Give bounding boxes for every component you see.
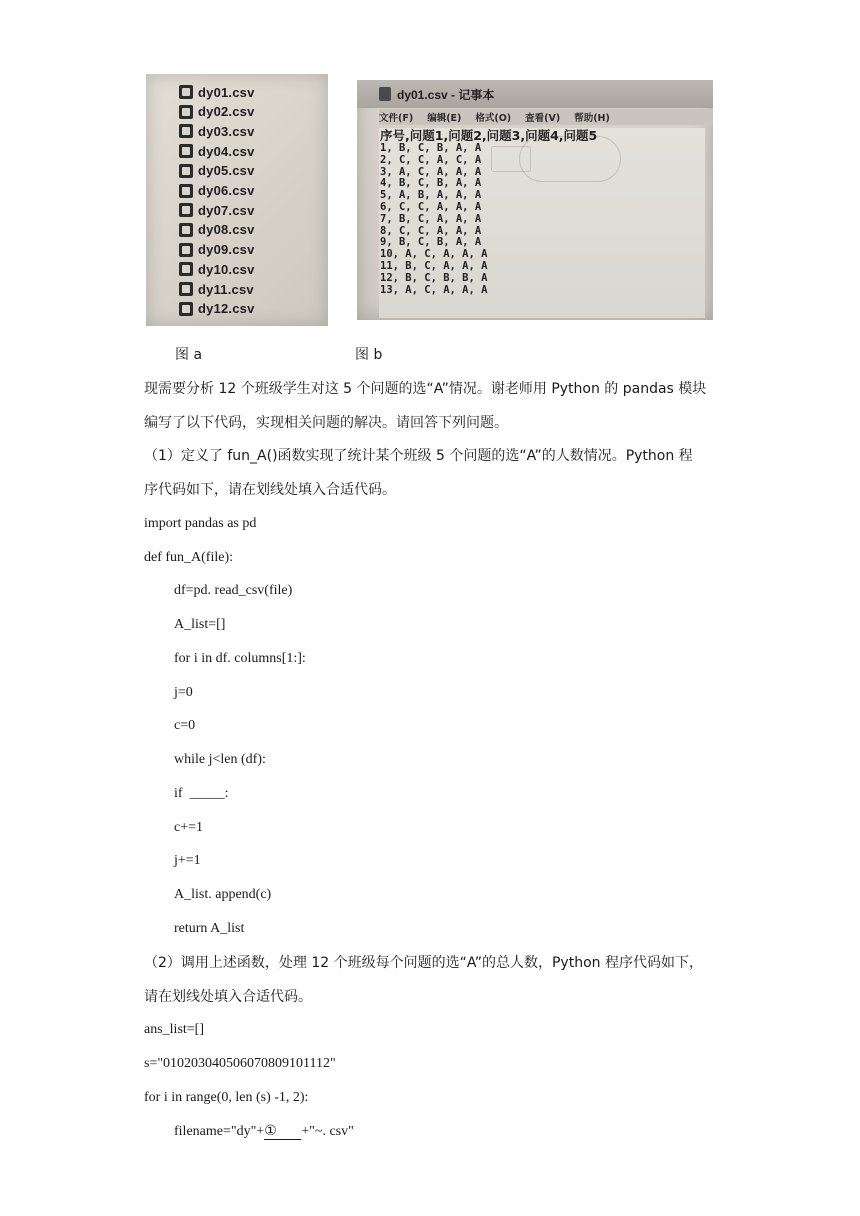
code-if-keyword: if — [174, 786, 187, 801]
code-line: ans_list=[] — [144, 1022, 204, 1037]
notepad-data-row: 6, C, C, A, A, A — [380, 200, 482, 213]
bleed-through-box — [491, 146, 531, 172]
file-name: dy11.csv — [198, 281, 254, 297]
file-list-item — [179, 300, 255, 318]
csv-file-icon — [179, 85, 193, 99]
file-name: dy02.csv — [198, 104, 255, 120]
notepad-data-row: 12, B, C, B, B, A — [380, 271, 488, 284]
notepad-title: dy01.csv - 记事本 — [397, 87, 495, 102]
file-name: dy04.csv — [198, 143, 255, 159]
code-line: def fun_A(file): — [144, 550, 234, 565]
notepad-menu-item: 编辑(E) — [427, 113, 462, 124]
file-name: dy06.csv — [198, 183, 255, 198]
caption-figure-a: 图 a — [175, 347, 203, 363]
file-name: dy01.csv — [198, 84, 255, 100]
file-list-item — [179, 241, 255, 259]
code-line: j+=1 — [174, 853, 201, 868]
file-list-item — [179, 162, 255, 180]
question-1-line-1: （1）定义了 fun_A()函数实现了统计某个班级 5 个问题的选“A”的人数情况。Python 程 — [144, 448, 693, 464]
notepad-header-line: 序号,问题1,问题2,问题3,问题4,问题5 — [380, 128, 598, 143]
notepad-data-row: 2, C, C, A, C, A — [380, 153, 482, 166]
csv-file-icon — [179, 262, 193, 276]
notepad-data-row: 1, B, C, B, A, A — [380, 142, 482, 154]
notepad-menu-item: 格式(O) — [475, 113, 512, 124]
notepad-menu-item: 文件(F) — [379, 113, 414, 124]
answer-blank-if[interactable]: _____ — [189, 786, 225, 801]
intro-line-2: 编写了以下代码，实现相关问题的解决。请回答下列问题。 — [144, 415, 508, 431]
notepad-data-row: 13, A, C, A, A, A — [380, 283, 488, 296]
answer-blank-1[interactable] — [264, 1125, 301, 1140]
notepad-content — [379, 128, 705, 318]
notepad-data-row: 10, A, C, A, A, A — [380, 248, 488, 261]
bleed-through-shape — [519, 136, 621, 182]
file-list-item — [179, 142, 255, 160]
file-list-item — [179, 221, 255, 239]
file-name: dy10.csv — [198, 261, 255, 277]
code-line-filename — [174, 1122, 354, 1142]
csv-file-icon — [179, 105, 193, 119]
code-line: j=0 — [174, 685, 193, 700]
csv-file-icon — [179, 144, 193, 158]
file-list-item — [179, 260, 255, 278]
csv-file-icon — [179, 223, 193, 237]
csv-file-icon — [179, 203, 193, 217]
notepad-data-row: 4, B, C, B, A, A — [380, 177, 482, 190]
notepad-titlebar — [357, 80, 713, 108]
code-if-colon: : — [224, 786, 229, 801]
code-line: s="010203040506070809101112" — [144, 1056, 336, 1071]
csv-file-icon — [179, 184, 193, 198]
file-name: dy07.csv — [198, 202, 255, 218]
code-line: A_list. append(c) — [174, 887, 272, 902]
file-name: dy03.csv — [198, 123, 255, 139]
file-name: dy08.csv — [198, 222, 255, 238]
figure-b-notepad — [357, 80, 713, 320]
blank-1-marker: ① — [264, 1124, 277, 1139]
notepad-data-row: 8, C, C, A, A, A — [380, 224, 482, 237]
caption-figure-b: 图 b — [355, 347, 383, 363]
csv-file-icon — [179, 282, 193, 296]
csv-file-icon — [179, 124, 193, 138]
notepad-icon — [379, 87, 391, 101]
file-list-item — [179, 83, 255, 101]
question-2-line-2: 请在划线处填入合适代码。 — [144, 989, 312, 1005]
file-list-item — [179, 182, 255, 200]
figure-a-file-list — [146, 74, 328, 326]
csv-file-icon — [179, 243, 193, 257]
filename-suffix: +"~. csv" — [301, 1124, 354, 1139]
code-line: df=pd. read_csv(file) — [174, 583, 293, 598]
code-line: while j<len (df): — [174, 752, 266, 767]
intro-line-1: 现需要分析 12 个班级学生对这 5 个问题的选“A”情况。谢老师用 Python 的 pandas 模块 — [144, 381, 707, 397]
notepad-data-row: 5, A, B, A, A, A — [380, 189, 482, 202]
code-line: return A_list — [174, 921, 245, 936]
csv-file-icon — [179, 164, 193, 178]
code-line-if-blank — [174, 784, 228, 804]
code-line: for i in range(0, len (s) -1, 2): — [144, 1090, 309, 1105]
question-2-line-1: （2）调用上述函数，处理 12 个班级每个问题的选“A”的总人数，Python 程序代码如下， — [144, 955, 703, 971]
filename-prefix: filename="dy"+ — [174, 1124, 265, 1139]
notepad-data-row: 9, B, C, B, A, A — [380, 236, 482, 249]
notepad-data-row: 3, A, C, A, A, A — [380, 165, 482, 178]
question-1-line-2: 序代码如下，请在划线处填入合适代码。 — [144, 482, 396, 498]
file-name: dy05.csv — [198, 163, 255, 179]
csv-file-icon — [179, 302, 193, 316]
notepad-menubar — [379, 109, 713, 125]
notepad-data-row: 7, B, C, A, A, A — [380, 212, 482, 225]
code-line: import pandas as pd — [144, 516, 257, 531]
file-name: dy12.csv — [198, 301, 255, 317]
code-line: c+=1 — [174, 820, 204, 835]
file-list-item — [179, 201, 255, 219]
code-line: c=0 — [174, 718, 196, 733]
code-line: A_list=[] — [174, 617, 226, 632]
file-list-item — [179, 103, 255, 121]
notepad-menu-item: 查看(V) — [525, 113, 561, 124]
file-name: dy09.csv — [198, 242, 255, 258]
notepad-menu-item: 帮助(H) — [574, 113, 610, 124]
code-line: for i in df. columns[1:]: — [174, 651, 306, 666]
notepad-data-row: 11, B, C, A, A, A — [380, 259, 488, 272]
file-list-item — [179, 122, 255, 140]
file-list-item — [179, 280, 254, 298]
